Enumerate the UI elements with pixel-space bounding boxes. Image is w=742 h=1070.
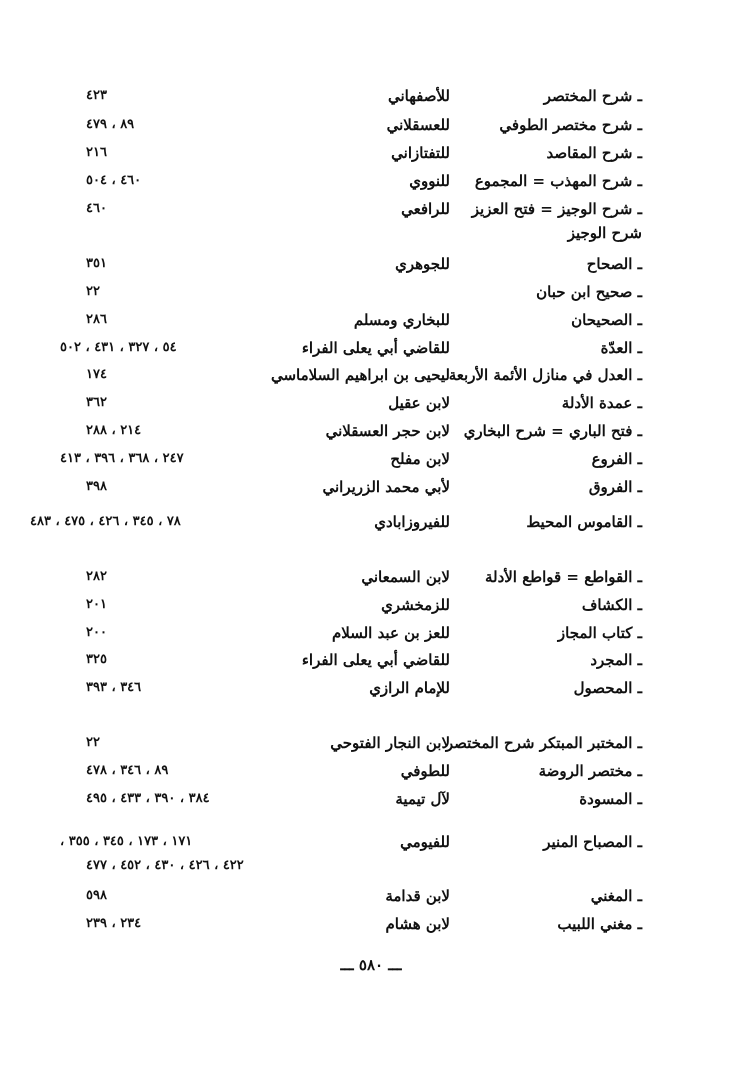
entry-title: ـ القواطع = قواطع الأدلة xyxy=(484,568,642,586)
index-entry xyxy=(0,646,742,674)
entry-author: لابن عقيل xyxy=(388,394,450,412)
entry-pages: ٣٥١ xyxy=(86,256,107,271)
entry-title: ـ الفروع xyxy=(591,450,642,468)
index-entry xyxy=(0,82,742,110)
entry-author: للإمام الرازي xyxy=(369,679,450,697)
entry-author: لأبي محمد الزريراني xyxy=(322,478,450,496)
index-entry xyxy=(0,674,742,702)
entry-author: للتفتازاني xyxy=(391,144,450,162)
index-entry xyxy=(0,445,742,473)
entry-author: لابن مفلح xyxy=(390,450,450,468)
entry-author: للقاضي أبي يعلى الفراء xyxy=(301,339,450,357)
entry-title: ـ كتاب المجاز xyxy=(557,624,642,642)
index-entry xyxy=(0,910,742,938)
entry-pages: ١٧٤ xyxy=(86,367,107,382)
entry-pages: ٣٢٥ xyxy=(86,652,107,667)
entry-pages: ٣٦٢ xyxy=(86,395,107,410)
index-entry xyxy=(0,619,742,647)
entry-title: ـ شرح الوجيز = فتح العزيز xyxy=(471,200,642,218)
entry-pages: ٥٤ ، ٣٢٧ ، ٤٣١ ، ٥٠٢ xyxy=(60,340,177,355)
entry-title: ـ شرح المهذب = المجموع xyxy=(474,172,642,190)
entry-author: لابن السمعاني xyxy=(361,568,450,586)
index-entry xyxy=(0,882,742,910)
entry-author: للفيومي xyxy=(400,833,450,851)
entry-title: ـ القاموس المحيط xyxy=(526,513,642,531)
index-entry xyxy=(0,250,742,278)
entry-title: ـ الفروق xyxy=(588,478,642,496)
entry-title: ـ مغني اللبيب xyxy=(557,915,642,933)
entry-pages: ٢١٤ ، ٢٨٨ xyxy=(86,423,142,438)
entry-pages: ١٧١ ، ١٧٣ ، ٣٤٥ ، ٣٥٥ ، xyxy=(60,834,193,849)
entry-author: لابن حجر العسقلاني xyxy=(325,422,450,440)
entry-pages-continuation: ٤٢٢ ، ٤٢٦ ، ٤٣٠ ، ٤٥٢ ، ٤٧٧ xyxy=(86,858,244,873)
index-entry xyxy=(0,508,742,536)
entry-title: ـ المغني xyxy=(590,887,642,905)
entry-pages: ٢٢ xyxy=(86,735,100,750)
entry-pages: ٢١٦ xyxy=(86,145,107,160)
entry-pages: ٧٨ ، ٣٤٥ ، ٤٢٦ ، ٤٧٥ ، ٤٨٣ xyxy=(30,514,181,529)
entry-pages: ٨٩ ، ٤٧٩ xyxy=(86,117,135,132)
entry-author: للأصفهاني xyxy=(387,87,450,105)
index-entry xyxy=(0,195,742,223)
entry-pages: ٢٣٤ ، ٢٣٩ xyxy=(86,916,142,931)
entry-pages: ٣٤٦ ، ٣٩٣ xyxy=(86,680,142,695)
index-entry xyxy=(0,139,742,167)
entry-author: لابن النجار الفتوحي xyxy=(330,734,450,752)
entry-pages: ٢٠١ xyxy=(86,597,107,612)
entry-title: ـ مختصر الروضة xyxy=(538,762,642,780)
entry-pages: ٢٤٧ ، ٣٦٨ ، ٣٩٦ ، ٤١٣ xyxy=(60,451,184,466)
entry-author: للبخاري ومسلم xyxy=(353,311,450,329)
entry-title-continuation: شرح الوجيز xyxy=(567,224,642,242)
entry-pages: ٤٦٠ xyxy=(86,201,107,216)
entry-pages: ٣٩٨ xyxy=(86,479,107,494)
index-entry xyxy=(0,361,742,389)
entry-author: لابن هشام xyxy=(385,915,450,933)
index-entry xyxy=(0,417,742,445)
index-entry xyxy=(0,278,742,306)
index-entry xyxy=(0,334,742,362)
entry-author: لآل تيمية xyxy=(395,790,450,808)
entry-pages: ٢٢ xyxy=(86,284,100,299)
entry-author: ليحيى بن ابراهيم السلاماسي xyxy=(270,366,450,384)
entry-pages: ٣٨٤ ، ٣٩٠ ، ٤٣٣ ، ٤٩٥ xyxy=(86,791,210,806)
entry-title: ـ شرح مختصر الطوفي xyxy=(499,116,642,134)
entry-author: للجوهري xyxy=(395,255,450,273)
entry-title: ـ الكشاف xyxy=(581,596,642,614)
entry-author: للطوفي xyxy=(400,762,450,780)
entry-author: للرافعي xyxy=(401,200,450,218)
entry-author: للعسقلاني xyxy=(386,116,450,134)
page-number: ـــ ٥٨٠ ـــ xyxy=(340,956,402,974)
entry-title: ـ المسودة xyxy=(579,790,642,808)
entry-pages: ٢٨٢ xyxy=(86,569,107,584)
index-entry xyxy=(0,563,742,591)
entry-pages: ٤٦٠ ، ٥٠٤ xyxy=(86,173,142,188)
entry-title: ـ الصحيحان xyxy=(571,311,642,329)
entry-pages: ٤٢٣ xyxy=(86,88,107,103)
entry-pages: ٨٩ ، ٣٤٦ ، ٤٧٨ xyxy=(86,763,169,778)
index-entry xyxy=(0,167,742,195)
entry-pages: ٢٠٠ xyxy=(86,625,107,640)
entry-author: للنووي xyxy=(409,172,450,190)
entry-author: لابن قدامة xyxy=(385,887,450,905)
index-entry xyxy=(0,729,742,757)
entry-title: ـ المصباح المنير xyxy=(543,833,642,851)
entry-title: ـ فتح الباري = شرح البخاري xyxy=(463,422,642,440)
entry-author: للقاضي أبي يعلى الفراء xyxy=(301,651,450,669)
index-entry xyxy=(0,785,742,813)
entry-pages: ٥٩٨ xyxy=(86,888,107,903)
index-entry xyxy=(0,111,742,139)
index-entry xyxy=(0,389,742,417)
entry-title: ـ المجرد xyxy=(590,651,642,669)
index-entry xyxy=(0,828,742,856)
index-entry xyxy=(0,306,742,334)
entry-title: ـ المختبر المبتكر شرح المختصر xyxy=(445,734,642,752)
entry-title: ـ العدل في منازل الأئمة الأربعة xyxy=(448,366,642,384)
entry-pages: ٢٨٦ xyxy=(86,312,107,327)
entry-author: للفيروزابادي xyxy=(374,513,450,531)
index-entry xyxy=(0,591,742,619)
entry-title: ـ شرح المختصر xyxy=(543,87,642,105)
entry-title: ـ شرح المقاصد xyxy=(546,144,642,162)
entry-title: ـ المحصول xyxy=(573,679,642,697)
entry-title: ـ عمدة الأدلة xyxy=(561,394,642,412)
index-entry xyxy=(0,757,742,785)
entry-title: ـ العدّة xyxy=(600,339,642,357)
index-entry xyxy=(0,473,742,501)
entry-title: ـ الصحاح xyxy=(586,255,642,273)
entry-author: للزمخشري xyxy=(381,596,450,614)
entry-author: للعز بن عبد السلام xyxy=(331,624,450,642)
entry-title: ـ صحيح ابن حبان xyxy=(536,283,642,301)
